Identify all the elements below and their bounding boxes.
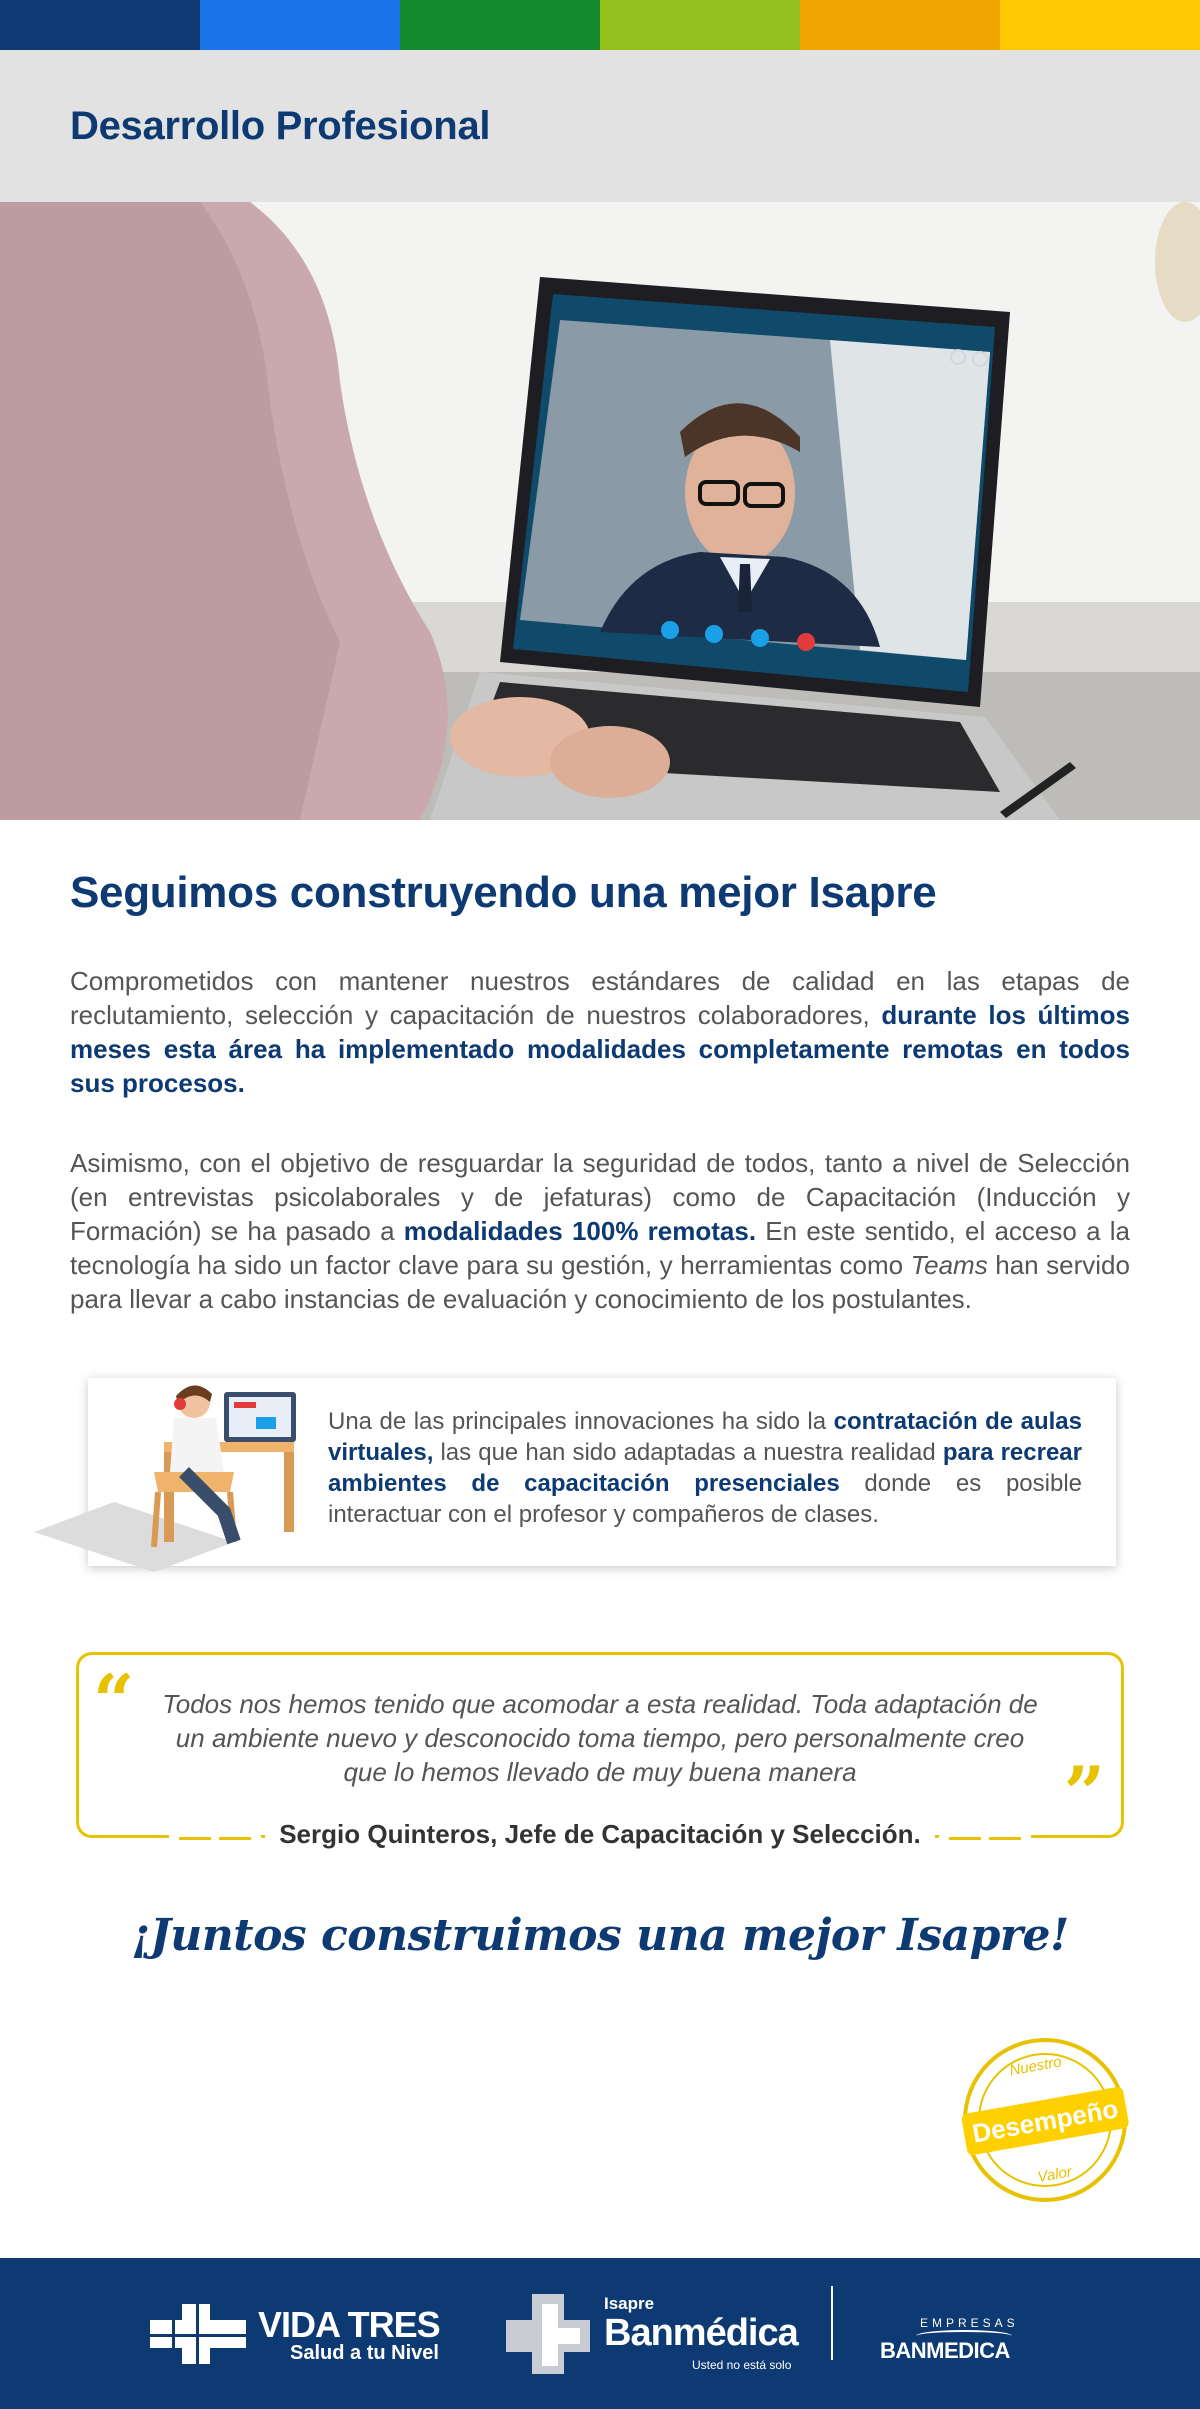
quote-author: Sergio Quinteros, Jefe de Capacitación y Selección.: [265, 1819, 935, 1849]
color-stripe: [1000, 0, 1200, 50]
vida-tres-name: VIDA TRES: [258, 2304, 440, 2345]
hero-image-video-call: [0, 202, 1200, 820]
teams-text: Teams: [910, 1250, 988, 1280]
color-stripe: [600, 0, 800, 50]
empresas-banmedica-logo: [880, 2316, 1050, 2366]
highlight-text: modalidades 100% remotas.: [403, 1216, 757, 1246]
color-stripe: [800, 0, 1000, 50]
quote-author-line: [79, 1819, 1121, 1850]
quote-text: Todos nos hemos tenido que acomodar a esta realidad. Toda adaptación de un ambiente nuevo y desconocido toma tiempo, pero personalmente creo que lo hemos llevado de muy buena manera: [162, 1689, 1038, 1787]
close-quote-icon: ”: [1063, 1750, 1105, 1835]
card-text: donde es posible interactuar con el profesor y compañeros de clases.: [328, 1470, 1082, 1528]
highlight-text: para recrear ambientes de capacitación presenciales: [328, 1439, 1082, 1497]
virtual-classroom-text: [328, 1406, 1082, 1530]
banmedica-tagline: Usted no está solo: [692, 2358, 792, 2372]
section-header: [0, 50, 1200, 202]
closing-slogan: ¡Juntos construimos una mejor Isapre!: [131, 1910, 1069, 1961]
nuestro-desempeno-valor-seal: [955, 2030, 1135, 2210]
color-stripe: [200, 0, 400, 50]
color-stripe: [400, 0, 600, 50]
banmedica-cross-icon: [502, 2294, 592, 2374]
empresas-name: BANMEDICA: [880, 2338, 1010, 2363]
article-headline: Seguimos construyendo una mejor Isapre: [70, 868, 937, 917]
footer-logos: [0, 2258, 1200, 2409]
paragraph-text: han servido para llevar a cabo instancias de evaluación y conocimiento de los postulantes.: [70, 1250, 1130, 1314]
seal-top-text: Nuestro: [1008, 2053, 1063, 2080]
paragraph-text: Asimismo, con el objetivo de resguardar la seguridad de todos, tanto a nivel de Selección (en entrevistas psicolaborales y de jefaturas) como de Capacitación (Inducción y Formación) se ha pasado a: [70, 1148, 1130, 1246]
highlight-text: durante los últimos meses esta área ha implementado modalidades completamente remotas en todos sus procesos.: [70, 1000, 1130, 1098]
vida-tres-tagline: Salud a tu Nivel: [290, 2342, 439, 2364]
paragraph-remote-processes: [70, 964, 1130, 1100]
virtual-classroom-card: [88, 1378, 1116, 1566]
seal-main-text: Desempeño: [969, 2093, 1121, 2149]
seal-bottom-text: Valor: [1036, 2163, 1074, 2187]
banmedica-name: Banmédica: [604, 2312, 798, 2354]
vida-tres-cross-icon: [150, 2304, 246, 2364]
banmedica-prefix: Isapre: [604, 2294, 655, 2313]
card-text: las que han sido adaptadas a nuestra realidad: [433, 1439, 943, 1466]
card-text: Una de las principales innovaciones ha sido la: [328, 1408, 834, 1435]
paragraph-text: Comprometidos con mantener nuestros estándares de calidad en las etapas de reclutamiento, selección y capacitación de nuestros colaboradores,: [70, 966, 1130, 1030]
student-laptop-illustration: [34, 1372, 324, 1572]
paragraph-remote-modalities: [70, 1146, 1130, 1316]
empresas-label: EMPRESAS: [920, 2316, 1019, 2330]
color-stripe: [0, 0, 200, 50]
paragraph-text: En este sentido, el acceso a la tecnología ha sido un factor clave para su gestión, y herramientas como: [70, 1216, 1131, 1280]
banmedica-logo: [502, 2290, 802, 2380]
highlight-text: contratación de aulas virtuales,: [328, 1408, 1082, 1466]
open-quote-icon: “: [93, 1658, 135, 1743]
brand-color-bar: [0, 0, 1200, 50]
section-title: Desarrollo Profesional: [70, 104, 491, 148]
vida-tres-logo: [150, 2304, 480, 2368]
testimonial-quote: [76, 1652, 1124, 1849]
footer-divider: [831, 2286, 833, 2360]
